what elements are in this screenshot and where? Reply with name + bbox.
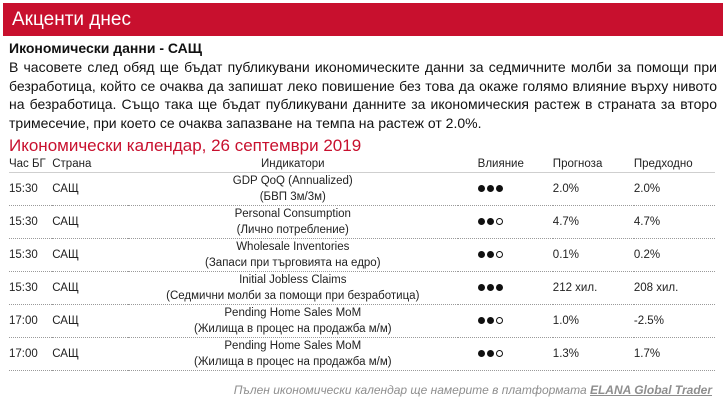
impact-rating bbox=[478, 317, 503, 324]
impact-dot-filled-icon bbox=[496, 284, 503, 291]
cell-indicator bbox=[128, 272, 458, 305]
impact-rating bbox=[478, 251, 503, 258]
impact-dot-filled-icon bbox=[478, 350, 485, 357]
cell-time: 15:30 bbox=[9, 239, 52, 272]
table-row bbox=[9, 239, 715, 272]
impact-dot-filled-icon bbox=[478, 218, 485, 225]
table-row bbox=[9, 173, 715, 206]
indicator-name: GDP QoQ (Annualized) bbox=[232, 175, 353, 187]
col-header-impact: Влияние bbox=[458, 155, 553, 173]
col-header-country: Страна bbox=[52, 155, 128, 173]
indicator-name: Pending Home Sales MoM bbox=[224, 340, 362, 352]
table-row bbox=[9, 338, 715, 371]
cell-previous: 2.0% bbox=[634, 173, 715, 206]
table-header-row bbox=[9, 155, 715, 173]
impact-dot-filled-icon bbox=[478, 317, 485, 324]
cell-impact bbox=[458, 206, 553, 239]
cell-previous: 208 хил. bbox=[634, 272, 715, 305]
indicator-name-bg: (Седмични молби за помощи при безработица) bbox=[166, 290, 420, 302]
cell-country: САЩ bbox=[52, 338, 128, 371]
cell-impact bbox=[458, 272, 553, 305]
cell-country: САЩ bbox=[52, 239, 128, 272]
calendar-title: Икономически календар, 26 септември 2019 bbox=[9, 136, 362, 155]
indicator-name-bg: (Жилища в процес на продажба м/м) bbox=[193, 323, 392, 335]
cell-time: 17:00 bbox=[9, 305, 52, 338]
indicator-name: Pending Home Sales MoM bbox=[224, 307, 362, 319]
impact-dot-filled-icon bbox=[478, 284, 485, 291]
indicator-name-bg: (Жилища в процес на продажба м/м) bbox=[193, 356, 392, 368]
economic-calendar-table bbox=[9, 155, 715, 371]
impact-rating bbox=[478, 284, 503, 291]
col-header-forecast: Прогноза bbox=[553, 155, 634, 173]
col-header-indicator: Индикатори bbox=[128, 155, 458, 173]
col-header-time: Час БГ bbox=[9, 155, 52, 173]
cell-indicator bbox=[128, 338, 458, 371]
cell-country: САЩ bbox=[52, 272, 128, 305]
impact-dot-filled-icon bbox=[487, 185, 494, 192]
impact-rating bbox=[478, 350, 503, 357]
impact-dot-filled-icon bbox=[487, 218, 494, 225]
impact-dot-empty-icon bbox=[496, 218, 503, 225]
footer-note bbox=[234, 383, 712, 397]
table-row bbox=[9, 305, 715, 338]
cell-forecast: 1.3% bbox=[553, 338, 634, 371]
col-header-previous: Предходно bbox=[634, 155, 715, 173]
cell-indicator bbox=[128, 305, 458, 338]
cell-previous: 1.7% bbox=[634, 338, 715, 371]
indicator-name: Wholesale Inventories bbox=[236, 241, 350, 253]
cell-impact bbox=[458, 338, 553, 371]
section-title: Икономически данни - САЩ bbox=[9, 40, 203, 56]
indicator-name: Initial Jobless Claims bbox=[239, 274, 347, 286]
cell-indicator bbox=[128, 206, 458, 239]
cell-impact bbox=[458, 305, 553, 338]
cell-indicator bbox=[128, 239, 458, 272]
cell-country: САЩ bbox=[52, 173, 128, 206]
footer-text: Пълен икономически календар ще намерите в платформата bbox=[233, 383, 590, 397]
impact-dot-filled-icon bbox=[487, 251, 494, 258]
cell-time: 17:00 bbox=[9, 338, 52, 371]
impact-dot-filled-icon bbox=[478, 251, 485, 258]
impact-rating bbox=[478, 185, 503, 192]
cell-time: 15:30 bbox=[9, 272, 52, 305]
table-row bbox=[9, 272, 715, 305]
indicator-name-bg: (Лично потребление) bbox=[236, 224, 349, 236]
impact-dot-empty-icon bbox=[496, 350, 503, 357]
cell-forecast: 0.1% bbox=[553, 239, 634, 272]
cell-country: САЩ bbox=[52, 305, 128, 338]
impact-rating bbox=[478, 218, 503, 225]
cell-previous: -2.5% bbox=[634, 305, 715, 338]
cell-time: 15:30 bbox=[9, 173, 52, 206]
header-title: Акценти днес bbox=[12, 9, 131, 30]
cell-forecast: 1.0% bbox=[553, 305, 634, 338]
cell-previous: 4.7% bbox=[634, 206, 715, 239]
cell-forecast: 212 хил. bbox=[553, 272, 634, 305]
indicator-name-bg: (Запаси при търговията на едро) bbox=[205, 257, 381, 269]
cell-indicator bbox=[128, 173, 458, 206]
impact-dot-filled-icon bbox=[487, 350, 494, 357]
section-body: В часовете след обяд ще бъдат публикувани икономическите данни за седмичните молби за помощи при безработица, който се очаква да запишат леко повишение без това да окаже голямо влияние върху нивото на безработица. Също така ще бъдат публикувани данните за икономическия растеж в страната за второ тримесечие, при което се очаква запазване на темпа на растеж от 2.0%. bbox=[9, 59, 717, 131]
impact-dot-empty-icon bbox=[496, 317, 503, 324]
cell-previous: 0.2% bbox=[634, 239, 715, 272]
cell-impact bbox=[458, 239, 553, 272]
impact-dot-empty-icon bbox=[496, 251, 503, 258]
cell-forecast: 2.0% bbox=[553, 173, 634, 206]
header-bar bbox=[3, 3, 723, 36]
impact-dot-filled-icon bbox=[478, 185, 485, 192]
cell-time: 15:30 bbox=[9, 206, 52, 239]
indicator-name: Personal Consumption bbox=[234, 208, 351, 220]
impact-dot-filled-icon bbox=[496, 185, 503, 192]
indicator-name-bg: (БВП 3м/3м) bbox=[259, 191, 326, 203]
cell-country: САЩ bbox=[52, 206, 128, 239]
cell-impact bbox=[458, 173, 553, 206]
table-row bbox=[9, 206, 715, 239]
impact-dot-filled-icon bbox=[487, 317, 494, 324]
cell-forecast: 4.7% bbox=[553, 206, 634, 239]
impact-dot-filled-icon bbox=[487, 284, 494, 291]
platform-link[interactable]: ELANA Global Trader bbox=[589, 383, 712, 397]
